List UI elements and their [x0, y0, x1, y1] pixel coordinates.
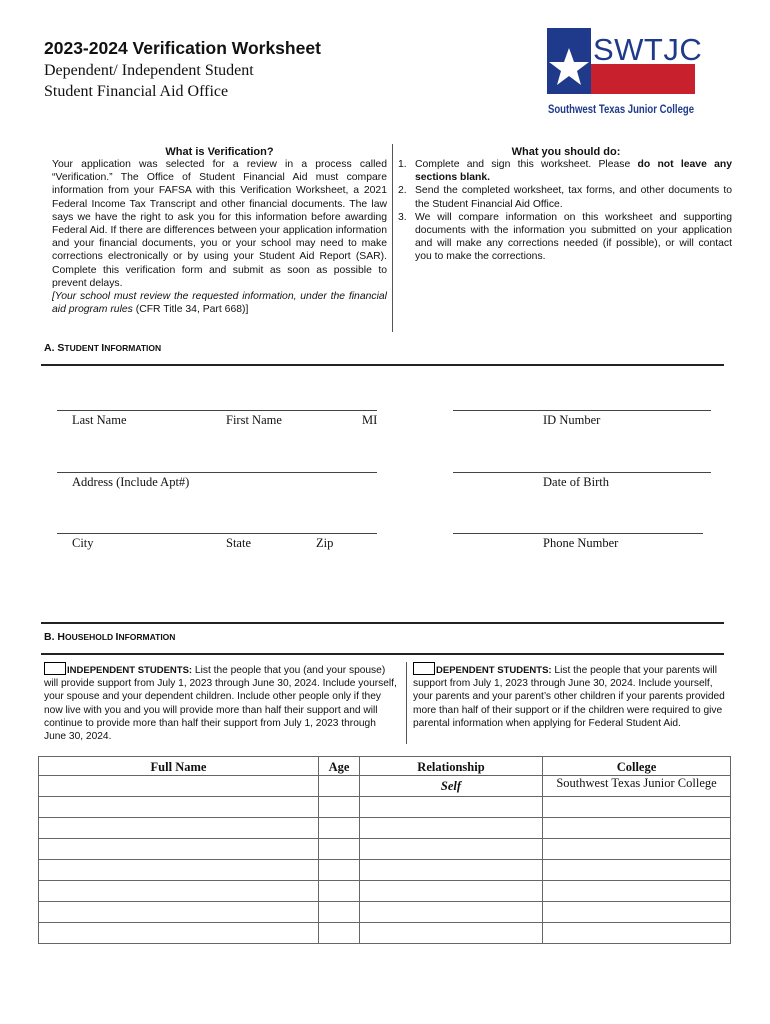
age-cell[interactable]: [319, 860, 360, 881]
college-cell: Southwest Texas Junior College: [543, 776, 731, 797]
page-subtitle-office: Student Financial Aid Office: [44, 83, 229, 100]
todo-item: 1. Complete and sign this worksheet. Please do not leave any sections blank.: [398, 159, 732, 184]
mi-label: MI: [362, 413, 378, 427]
page-title: 2023-2024 Verification Worksheet: [44, 38, 321, 58]
city-label: City: [72, 536, 94, 550]
full-name-cell[interactable]: [39, 860, 319, 881]
id-number-line[interactable]: [453, 410, 711, 411]
section-a-rule: [41, 364, 724, 366]
state-label: State: [226, 536, 251, 550]
dependent-checkbox[interactable]: [413, 662, 435, 675]
relationship-header: Relationship: [360, 757, 543, 776]
todo-item: 3. We will compare information on this worksheet and supporting documents with the information you submitted on your application and will make any corrections needed (if possible), or will contact you to make the corrections.: [398, 211, 732, 263]
age-cell[interactable]: [319, 818, 360, 839]
full-name-cell[interactable]: [39, 839, 319, 860]
dependent-label: DEPENDENT STUDENTS:: [436, 665, 552, 676]
table-row: [39, 923, 731, 944]
full-name-cell[interactable]: [39, 797, 319, 818]
age-header: Age: [319, 757, 360, 776]
age-cell[interactable]: [319, 923, 360, 944]
full-name-header: Full Name: [39, 757, 319, 776]
section-a-heading: A. STUDENT INFORMATION: [44, 342, 162, 354]
relationship-cell[interactable]: [360, 860, 543, 881]
relationship-cell[interactable]: [360, 902, 543, 923]
last-name-label: Last Name: [72, 413, 127, 427]
relationship-cell[interactable]: [360, 818, 543, 839]
first-name-label: First Name: [226, 413, 282, 427]
todo-heading: What you should do:: [511, 146, 621, 158]
table-header-row: [39, 757, 731, 776]
independent-checkbox[interactable]: [44, 662, 66, 675]
verification-note: [Your school must review the requested information, under the financial aid program rules: [52, 291, 387, 316]
verification-heading: What is Verification?: [165, 146, 274, 158]
verification-note-citation: (CFR Title 34, Part 668)]: [132, 304, 249, 316]
city-state-zip-line[interactable]: [57, 533, 377, 534]
dob-label: Date of Birth: [543, 475, 609, 489]
full-name-cell[interactable]: [39, 902, 319, 923]
relationship-cell[interactable]: [360, 881, 543, 902]
relationship-cell: Self: [360, 776, 543, 797]
address-line[interactable]: [57, 472, 377, 473]
relationship-cell[interactable]: [360, 839, 543, 860]
college-cell[interactable]: [543, 923, 731, 944]
age-cell[interactable]: [319, 776, 360, 797]
full-name-cell[interactable]: [39, 818, 319, 839]
full-name-cell[interactable]: [39, 776, 319, 797]
section-b-top-rule: [41, 622, 724, 624]
column-divider: [392, 144, 393, 332]
swtjc-logo: [545, 26, 703, 118]
section-b-heading: B. HOUSEHOLD INFORMATION: [44, 631, 176, 643]
college-cell[interactable]: [543, 797, 731, 818]
table-row: [39, 860, 731, 881]
age-cell[interactable]: [319, 881, 360, 902]
age-cell[interactable]: [319, 902, 360, 923]
college-header: College: [543, 757, 731, 776]
college-cell[interactable]: [543, 860, 731, 881]
table-row: [39, 818, 731, 839]
table-row: [39, 902, 731, 923]
college-cell[interactable]: [543, 881, 731, 902]
logo-tagline: Southwest Texas Junior College: [548, 103, 695, 116]
name-line[interactable]: [57, 410, 377, 411]
full-name-cell[interactable]: [39, 881, 319, 902]
todo-list: [398, 158, 732, 264]
household-divider: [406, 662, 407, 744]
independent-text: List the people that you (and your spouse) will provide support from July 1, 2023 through June 30, 2024. Include yourself, your spouse and your dependent children. Include other people only if they now live with you and you will provide more than half their support and will continue to provide more than half their support from July 1, 2023 through June 30, 2024.: [44, 665, 397, 743]
table-row: [39, 839, 731, 860]
page-subtitle-student-type: Dependent/ Independent Student: [44, 62, 254, 79]
id-number-label: ID Number: [543, 413, 601, 427]
dob-line[interactable]: [453, 472, 711, 473]
swtjc-logo-icon: [545, 26, 703, 118]
age-cell[interactable]: [319, 839, 360, 860]
household-table: [38, 756, 731, 944]
verification-text: Your application was selected for a review in a process called “Verification.” The Office of Student Financial Aid must compare information from your FAFSA with this Verification Worksheet, a 2021 Federal Income Tax Transcript and other financial documents. The law says we have the right to ask you for this information before awarding Federal Aid. If there are differences between your application information and your financial documents, you or your school may need to make corrections electronically or by using your Student Aid Report (SAR). Complete this verification form and submit as soon as possible to prevent delays.: [52, 159, 387, 289]
dependent-text: List the people that your parents will support from July 1, 2023 through June 30, 2024. Include yourself, your parents and your parent’s other children if your parents provided more than half of their support or if the children were required to give parental information when applying for Federal Student Aid.: [413, 665, 725, 729]
dependent-students-block: [413, 662, 731, 730]
table-row: [39, 797, 731, 818]
independent-students-block: [44, 662, 400, 743]
section-b-rule: [41, 653, 724, 655]
independent-label: INDEPENDENT STUDENTS:: [67, 665, 193, 676]
todo-item: 2. Send the completed worksheet, tax forms, and other documents to the Student Financial Aid Office.: [398, 185, 732, 210]
table-row: [39, 776, 731, 797]
age-cell[interactable]: [319, 797, 360, 818]
relationship-cell[interactable]: [360, 797, 543, 818]
full-name-cell[interactable]: [39, 923, 319, 944]
phone-line[interactable]: [453, 533, 703, 534]
college-cell[interactable]: [543, 839, 731, 860]
zip-label: Zip: [316, 536, 334, 550]
college-cell[interactable]: [543, 818, 731, 839]
table-row: [39, 881, 731, 902]
relationship-cell[interactable]: [360, 923, 543, 944]
phone-label: Phone Number: [543, 536, 619, 550]
address-label: Address (Include Apt#): [72, 475, 190, 489]
college-cell[interactable]: [543, 902, 731, 923]
verification-body: [52, 158, 387, 316]
logo-text: SWTJC: [593, 32, 703, 67]
